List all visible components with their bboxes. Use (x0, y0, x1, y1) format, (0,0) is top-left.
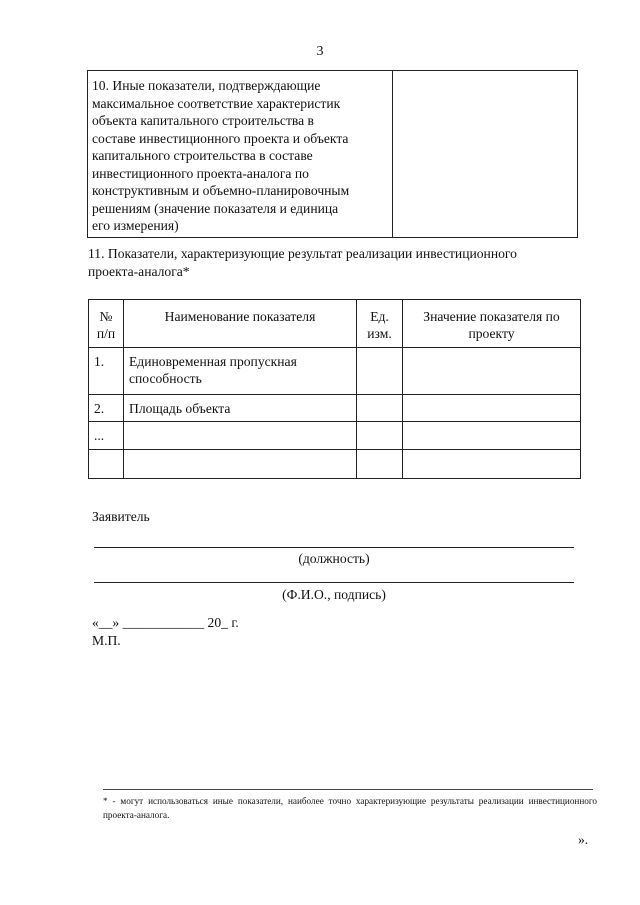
header-number: № п/п (89, 300, 124, 348)
row-value-cell (403, 348, 581, 395)
row-name-cell: Единовременная пропускная способность (124, 348, 357, 395)
section-11-heading: 11. Показатели, характеризующие результат реализации инвестиционного проекта-аналога* (88, 246, 517, 279)
section-10-box (87, 70, 578, 238)
date-line: «__» ____________ 20_ г. (92, 615, 239, 630)
row-number-cell: ... (89, 422, 124, 450)
row-unit-cell (357, 422, 403, 450)
row-name-cell: Площадь объекта (124, 395, 357, 422)
closing-mark: ». (578, 832, 589, 847)
applicant-label: Заявитель (92, 509, 150, 524)
page-number: 3 (316, 44, 324, 59)
section-10-text: 10. Иные показатели, подтверждающие максимальное соответствие характеристик объекта капитального строительства в составе инвестиционного проекта и объекта капитального строительства в составе инвестиционного проекта-аналога по конструктивным и объемно-планировочным решениям (значение показателя и единица его измерения) (92, 78, 350, 233)
position-caption: (должность) (298, 551, 370, 566)
stamp-label: М.П. (92, 633, 121, 648)
header-indicator-name: Наименование показателя (124, 300, 357, 348)
name-signature-line (94, 582, 574, 583)
header-unit: Ед. изм. (357, 300, 403, 348)
name-signature-caption: (Ф.И.О., подпись) (282, 587, 386, 602)
row-value-cell (403, 422, 581, 450)
footnote-rule (103, 789, 593, 790)
header-value: Значение показателя по проекту (403, 300, 581, 348)
row-name-cell (124, 422, 357, 450)
table-row (89, 422, 581, 450)
footnote-text: * - могут использоваться иные показатели, наиболее точно характеризующие результаты реализации инвестиционного проекта-аналога. (103, 796, 597, 820)
table-row (89, 395, 581, 422)
row-number-cell (89, 450, 124, 479)
table-row (89, 450, 581, 479)
row-value-cell (403, 395, 581, 422)
row-number-cell: 1. (89, 348, 124, 395)
position-line (94, 547, 574, 548)
row-value-cell (403, 450, 581, 479)
section-10-divider (392, 71, 393, 237)
row-name-cell (124, 450, 357, 479)
row-number-cell: 2. (89, 395, 124, 422)
indicators-table (88, 299, 581, 479)
table-row (89, 348, 581, 395)
row-unit-cell (357, 395, 403, 422)
table-header-row (89, 300, 581, 348)
row-unit-cell (357, 450, 403, 479)
row-unit-cell (357, 348, 403, 395)
